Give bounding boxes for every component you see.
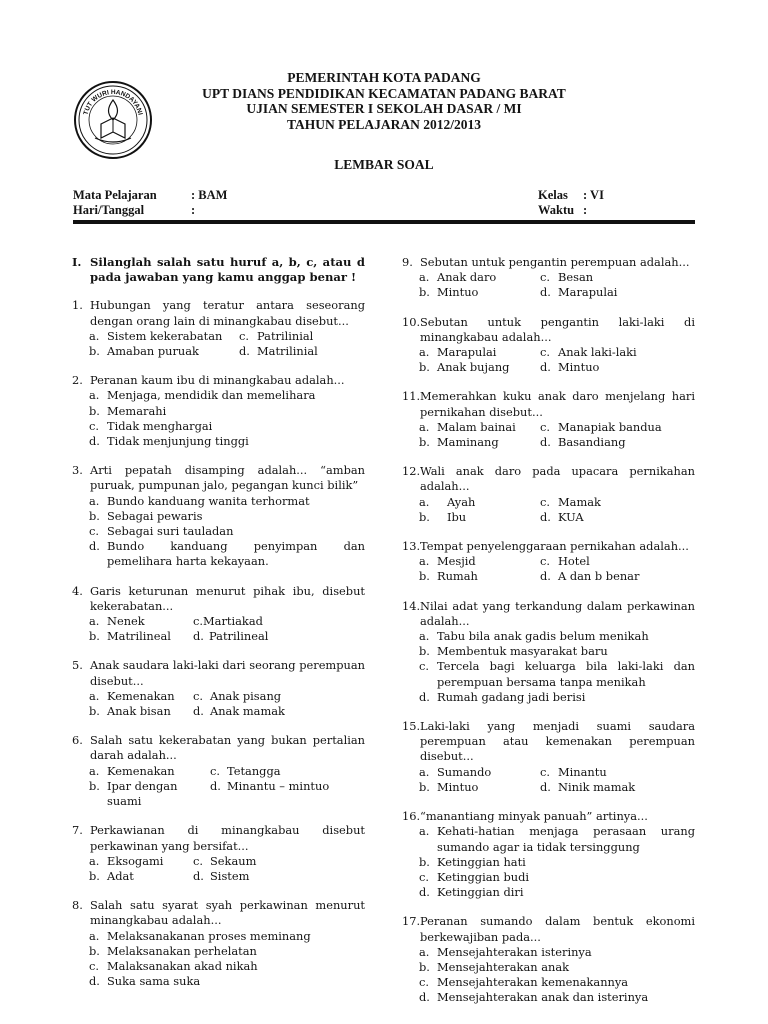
question — [72, 898, 365, 989]
section-text: Silanglah salah satu huruf a, b, c, atau d pada jawaban yang kamu anggap benar ! — [90, 255, 365, 285]
option-letter: d. — [540, 360, 551, 375]
option-letter: b. — [89, 403, 100, 418]
option-letter: a. — [419, 554, 430, 569]
option-letter: b. — [419, 959, 430, 974]
option-letter: c. — [193, 853, 204, 868]
option-text: Minantu — [558, 764, 607, 779]
question-number: 12. — [402, 464, 421, 479]
option-text: Martiakad — [203, 614, 263, 629]
question-stem: Nilai adat yang terkandung dalam perkawinan adalah... — [420, 598, 695, 628]
question-stem: Arti pepatah disamping adalah... “amban puruak, pumpunan jalo, pegangan kunci bilik” — [90, 463, 365, 493]
option-letter: d. — [210, 778, 221, 793]
option-letter: d. — [193, 868, 204, 883]
question — [402, 809, 695, 900]
info-values-right — [583, 188, 604, 218]
option-text: Memarahi — [107, 403, 167, 418]
question-number: 5. — [72, 658, 83, 673]
option-letter: d. — [540, 509, 551, 524]
option-letter: a. — [419, 345, 430, 360]
question-number: 4. — [72, 583, 83, 598]
option-text: Ayah — [447, 494, 476, 509]
kelas-label: Kelas — [538, 188, 568, 202]
option-text: Kemenakan — [107, 763, 175, 778]
question-stem: Sebutan untuk pengantin perempuan adalah... — [420, 255, 690, 269]
document-header — [160, 70, 608, 132]
option-letter: d. — [540, 779, 551, 794]
section-number: I. — [72, 255, 82, 269]
option-text: Hotel — [558, 554, 590, 569]
option-text: Amaban puruak — [107, 344, 199, 359]
option-text: Melaksanakan perhelatan — [107, 943, 257, 958]
option-text: Mensejahterakan isterinya — [437, 944, 592, 959]
option-letter: a. — [419, 764, 430, 779]
option-letter: c. — [89, 418, 100, 433]
option-text: Adat — [107, 868, 134, 883]
question — [402, 719, 695, 795]
option-letter: b. — [89, 344, 100, 359]
option-letter: d. — [419, 990, 430, 1005]
option-text: Mensejahterakan kemenakannya — [437, 975, 629, 990]
option-letter: a. — [419, 419, 430, 434]
question — [72, 733, 365, 809]
question-number: 15. — [402, 719, 421, 734]
option-text: Nenek — [107, 614, 145, 629]
question-stem: Hubungan yang teratur antara seseorang dengan orang lain di minangkabau disebut... — [90, 298, 365, 328]
option-text: Malam bainai — [437, 419, 516, 434]
option-letter: a. — [89, 493, 100, 508]
question-number: 14. — [402, 598, 421, 613]
option-text: Bundo kanduang wanita terhormat — [107, 493, 310, 508]
question-number: 8. — [72, 898, 83, 913]
question-stem: Laki-laki yang menjadi suami saudara perempuan atau kemenakan perempuan disebut... — [420, 719, 695, 764]
info-labels-right — [538, 188, 574, 218]
section-instruction — [72, 255, 365, 285]
option-text: Mintuo — [437, 285, 479, 300]
option-text: Patrilinial — [257, 328, 314, 343]
option-text: Mensejahterakan anak — [437, 959, 570, 974]
option-letter: b. — [89, 704, 100, 719]
option-text: Suka sama suka — [107, 974, 201, 989]
option-letter: a. — [419, 944, 430, 959]
logo-motto: TUT WURI HANDAYANI — [82, 88, 144, 116]
option-letter: c. — [193, 614, 204, 629]
question-stem: Memerahkan kuku anak daro menjelang hari pernikahan disebut... — [420, 389, 695, 419]
option-letter: b. — [419, 360, 430, 375]
option-text: Patrilineal — [209, 629, 269, 644]
option-text: Tercela bagi keluarga bila laki-laki dan perempuan bersama tanpa menikah — [437, 659, 695, 689]
question-number: 1. — [72, 298, 83, 313]
option-letter: a. — [419, 629, 430, 644]
option-text: KUA — [558, 509, 584, 524]
option-letter: b. — [419, 435, 430, 450]
question — [72, 823, 365, 884]
option-letter: d. — [239, 344, 250, 359]
option-letter: d. — [193, 629, 204, 644]
option-text: Anak bisan — [107, 704, 171, 719]
option-text: Tetangga — [227, 763, 281, 778]
question-stem: Salah satu syarat syah perkawinan menurut minangkabau adalah... — [90, 898, 365, 928]
question-number: 10. — [402, 314, 421, 329]
question-number: 3. — [72, 463, 83, 478]
question — [402, 255, 695, 301]
waktu-label: Waktu — [538, 203, 575, 217]
option-letter: c. — [89, 524, 100, 539]
question-number: 2. — [72, 373, 83, 388]
option-text: Menjaga, mendidik dan memelihara — [107, 388, 316, 403]
mapel-value: : BAM — [191, 188, 228, 202]
option-letter: c. — [540, 554, 551, 569]
option-letter: b. — [419, 509, 430, 524]
option-letter: d. — [193, 704, 204, 719]
option-letter: b. — [89, 778, 100, 793]
question — [402, 539, 695, 585]
option-text: Minantu – mintuo — [227, 778, 330, 793]
questions-left-column — [72, 255, 365, 989]
option-text: Mensejahterakan anak dan isterinya — [437, 990, 649, 1005]
option-text: Ibu — [447, 509, 467, 524]
option-letter: a. — [89, 688, 100, 703]
option-letter: b. — [419, 644, 430, 659]
question-stem: Wali anak daro pada upacara pernikahan adalah... — [420, 464, 695, 494]
option-letter: b. — [89, 943, 100, 958]
option-letter: c. — [419, 869, 430, 884]
option-text: Besan — [558, 270, 594, 285]
question-number: 9. — [402, 255, 413, 269]
question-stem: Garis keturunan menurut pihak ibu, disebut kekerabatan... — [90, 583, 365, 613]
question-stem: Sebutan untuk pengantin laki-laki di minangkabau adalah... — [420, 314, 695, 344]
tut-wuri-handayani-logo — [73, 80, 153, 160]
option-text: Sebagai suri tauladan — [107, 524, 234, 539]
option-letter: d. — [89, 434, 100, 449]
option-letter: d. — [89, 539, 100, 554]
question-number: 16. — [402, 809, 421, 824]
waktu-value: : — [583, 203, 588, 217]
option-text: Anak bujang — [437, 360, 510, 375]
question-number: 6. — [72, 733, 83, 748]
option-letter: b. — [419, 779, 430, 794]
question-number: 17. — [402, 914, 421, 929]
question — [402, 315, 695, 376]
option-text: A dan b benar — [558, 569, 640, 584]
option-letter: c. — [540, 270, 551, 285]
option-text: Marapulai — [437, 345, 497, 360]
option-text: Malaksanakan akad nikah — [107, 958, 258, 973]
question — [72, 584, 365, 645]
option-text: Matrilinial — [257, 344, 318, 359]
option-text: Rumah — [437, 569, 478, 584]
question — [402, 914, 695, 1005]
option-letter: b. — [419, 285, 430, 300]
option-text: Mintuo — [437, 779, 479, 794]
option-text: Ketinggian budi — [437, 869, 530, 884]
option-text: Anak pisang — [210, 688, 282, 703]
info-values-left — [191, 188, 227, 218]
option-letter: c. — [540, 764, 551, 779]
question-stem: Tempat penyelenggaraan pernikahan adalah... — [420, 539, 689, 554]
option-letter: c. — [89, 958, 100, 973]
option-letter: c. — [419, 659, 430, 674]
mapel-label: Mata Pelajaran — [73, 188, 157, 202]
question-stem: Salah satu kekerabatan yang bukan pertalian darah adalah... — [90, 733, 365, 763]
option-letter: a. — [419, 270, 430, 285]
question-stem: Perkawianan di minangkabau disebut perkawinan yang bersifat... — [90, 823, 365, 853]
info-labels-left — [73, 188, 157, 218]
question — [72, 298, 365, 359]
option-letter: d. — [419, 689, 430, 704]
option-letter: b. — [89, 508, 100, 523]
hari-value: : — [191, 203, 196, 217]
option-letter: c. — [540, 419, 551, 434]
option-text: Bundo kanduang penyimpan dan pemelihara harta kekayaan. — [107, 539, 365, 569]
option-text: Ninik mamak — [558, 779, 636, 794]
option-letter: b. — [419, 569, 430, 584]
option-letter: c. — [193, 688, 204, 703]
option-letter: c. — [419, 975, 430, 990]
option-letter: a. — [89, 763, 100, 778]
question — [402, 389, 695, 450]
option-text: Sumando — [437, 764, 492, 779]
option-letter: a. — [89, 328, 100, 343]
question — [402, 599, 695, 705]
option-letter: c. — [210, 763, 221, 778]
option-text: Basandiang — [558, 435, 626, 450]
option-text: Eksogami — [107, 853, 164, 868]
option-letter: a. — [89, 853, 100, 868]
option-text: Sistem — [210, 868, 250, 883]
option-text: Matrilineal — [107, 629, 171, 644]
question-stem: Peranan sumando dalam bentuk ekonomi berkewajiban pada... — [420, 914, 695, 944]
question — [72, 373, 365, 449]
option-text: Rumah gadang jadi berisi — [437, 689, 586, 704]
option-text: Membentuk masyarakat baru — [437, 644, 608, 659]
option-letter: c. — [239, 328, 250, 343]
header-line-3: UJIAN SEMESTER I SEKOLAH DASAR / MI — [246, 101, 522, 116]
header-divider — [73, 220, 695, 224]
option-text: Kehati-hatian menjaga perasaan urang sumando agar ia tidak tersinggung — [437, 824, 695, 854]
option-text: Kemenakan — [107, 688, 175, 703]
option-letter: b. — [89, 629, 100, 644]
question-number: 7. — [72, 823, 83, 838]
option-letter: b. — [419, 854, 430, 869]
question — [402, 464, 695, 525]
page-title: LEMBAR SOAL — [334, 157, 434, 172]
question-stem: “manantiang minyak panuah” artinya... — [420, 809, 648, 824]
header-line-1: PEMERINTAH KOTA PADANG — [287, 70, 481, 85]
question-stem: Anak saudara laki-laki dari seorang perempuan disebut... — [90, 658, 365, 688]
option-text: Tidak menjunjung tinggi — [107, 434, 249, 449]
option-text: Anak mamak — [210, 704, 285, 719]
hari-label: Hari/Tanggal — [73, 203, 145, 217]
option-text: Mintuo — [558, 360, 600, 375]
option-letter: d. — [419, 885, 430, 900]
option-letter: d. — [540, 285, 551, 300]
option-letter: a. — [89, 388, 100, 403]
questions-right-column — [402, 255, 695, 1006]
option-text: Ketinggian diri — [437, 885, 524, 900]
option-letter: d. — [89, 974, 100, 989]
option-text: Manapiak bandua — [558, 419, 662, 434]
option-text: Ketinggian hati — [437, 854, 526, 869]
option-letter: d. — [540, 435, 551, 450]
option-text: Sekaum — [210, 853, 257, 868]
question — [72, 658, 365, 719]
header-line-4: TAHUN PELAJARAN 2012/2013 — [286, 116, 481, 132]
option-letter: c. — [540, 345, 551, 360]
option-text: Melaksanakanan proses meminang — [107, 928, 311, 943]
option-text: Mamak — [558, 494, 601, 509]
option-text: Sistem kekerabatan — [107, 328, 223, 343]
option-letter: a. — [89, 614, 100, 629]
option-text: Anak daro — [437, 270, 497, 285]
option-letter: c. — [540, 494, 551, 509]
option-text: Maminang — [437, 435, 499, 450]
option-text: Anak laki-laki — [558, 345, 637, 360]
kelas-value: : VI — [583, 188, 604, 202]
question — [72, 463, 365, 569]
option-letter: d. — [540, 569, 551, 584]
option-text: Tabu bila anak gadis belum menikah — [437, 629, 649, 644]
option-text: Marapulai — [558, 285, 618, 300]
option-text: Tidak menghargai — [107, 418, 213, 433]
option-text: Sebagai pewaris — [107, 508, 203, 523]
option-letter: a. — [419, 824, 430, 839]
header-line-2: UPT DIANS PENDIDIKAN KECAMATAN PADANG BARAT — [202, 85, 566, 101]
question-number: 13. — [402, 539, 421, 554]
question-number: 11. — [402, 389, 421, 404]
option-text: Ipar dengan suami — [107, 778, 178, 809]
question-stem: Peranan kaum ibu di minangkabau adalah... — [90, 373, 345, 388]
option-letter: b. — [89, 868, 100, 883]
option-text: Mesjid — [437, 554, 476, 569]
option-letter: a. — [419, 494, 430, 509]
option-letter: a. — [89, 928, 100, 943]
